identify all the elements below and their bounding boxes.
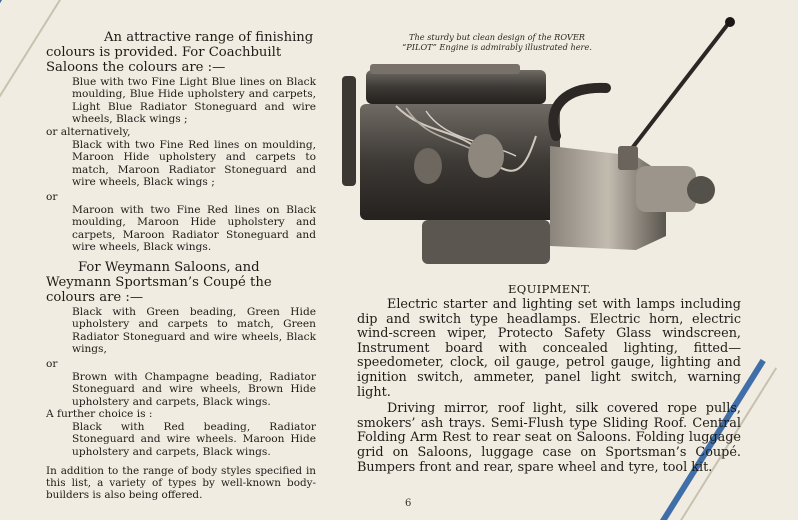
equipment-paragraph: Electric starter and lighting set with lamps including dip and switch type headlamps. Electric horn, electric wind-screen wiper, Protecto Safety Glass windscreen, Instrument board with concealed lighting, fitted—speedometer, clock, oil gauge, petrol gauge, lighting and ignition switch, ammeter, panel light switch, warning light. [357,297,741,400]
colour-option: Blue with two Fine Light Blue lines on Black moulding, Blue Hide upholstery and carpets, Light Blue Radiator Stoneguard and wire wheels, Black wings ; [72,75,316,126]
closing-paragraph: In addition to the range of body styles specified in this list, a variety of types by well-known body-builders is also being offered. [46,464,316,502]
colour-option: Black with Green beading, Green Hide upholstery and carpets to match, Green Radiator Stoneguard and wire wheels, Black wings, [72,305,316,356]
equipment-paragraph: Driving mirror, roof light, silk covered rope pulls, smokers’ ash trays. Semi-Flush type Sliding Roof. Central Folding Arm Rest to rear seat on Saloons. Folding luggage grid on Saloons, luggage case on Sportsman’s Coupé. Bumpers front and rear, spare wheel and tyre, tool kit. [357,401,741,475]
colour-option: Maroon with two Fine Red lines on Black moulding, Maroon Hide upholstery and carpets, Maroon Radiator Stoneguard and wire wheels, Black wings. [72,203,316,254]
further-choice-label: A further choice is : [46,408,153,421]
intro-paragraph: An attractive range of finishing colours is provided. For Coachbuilt Saloons the colours are :— [46,30,314,76]
or-alternatively-label: or alternatively, [46,125,131,138]
colour-option: Black with two Fine Red lines on moulding, Maroon Hide upholstery and carpets to match, Maroon Radiator Stoneguard and wire wheels, Black wings ; [72,138,316,189]
weymann-intro-paragraph: For Weymann Saloons, and Weymann Sportsman’s Coupé the colours are :— [46,259,272,306]
engine-caption: The sturdy but clean design of the ROVER “PILOT” Engine is admirably illustrated here. [402,32,592,52]
colour-option: Black with Red beading, Radiator Stoneguard and wire wheels. Maroon Hide upholstery and carpets, Black wings. [72,420,316,459]
or-label: or [46,190,58,203]
finishing-colours-column [46,30,316,502]
equipment-heading: EQUIPMENT. [508,282,592,296]
engine-photograph [336,16,746,270]
or-label: or [46,357,58,370]
page-number: 6 [405,498,412,509]
colour-option: Brown with Champagne beading, Radiator Stoneguard and wire wheels, Brown Hide upholstery and carpets, Black wings. [72,370,316,408]
equipment-column [357,298,741,475]
